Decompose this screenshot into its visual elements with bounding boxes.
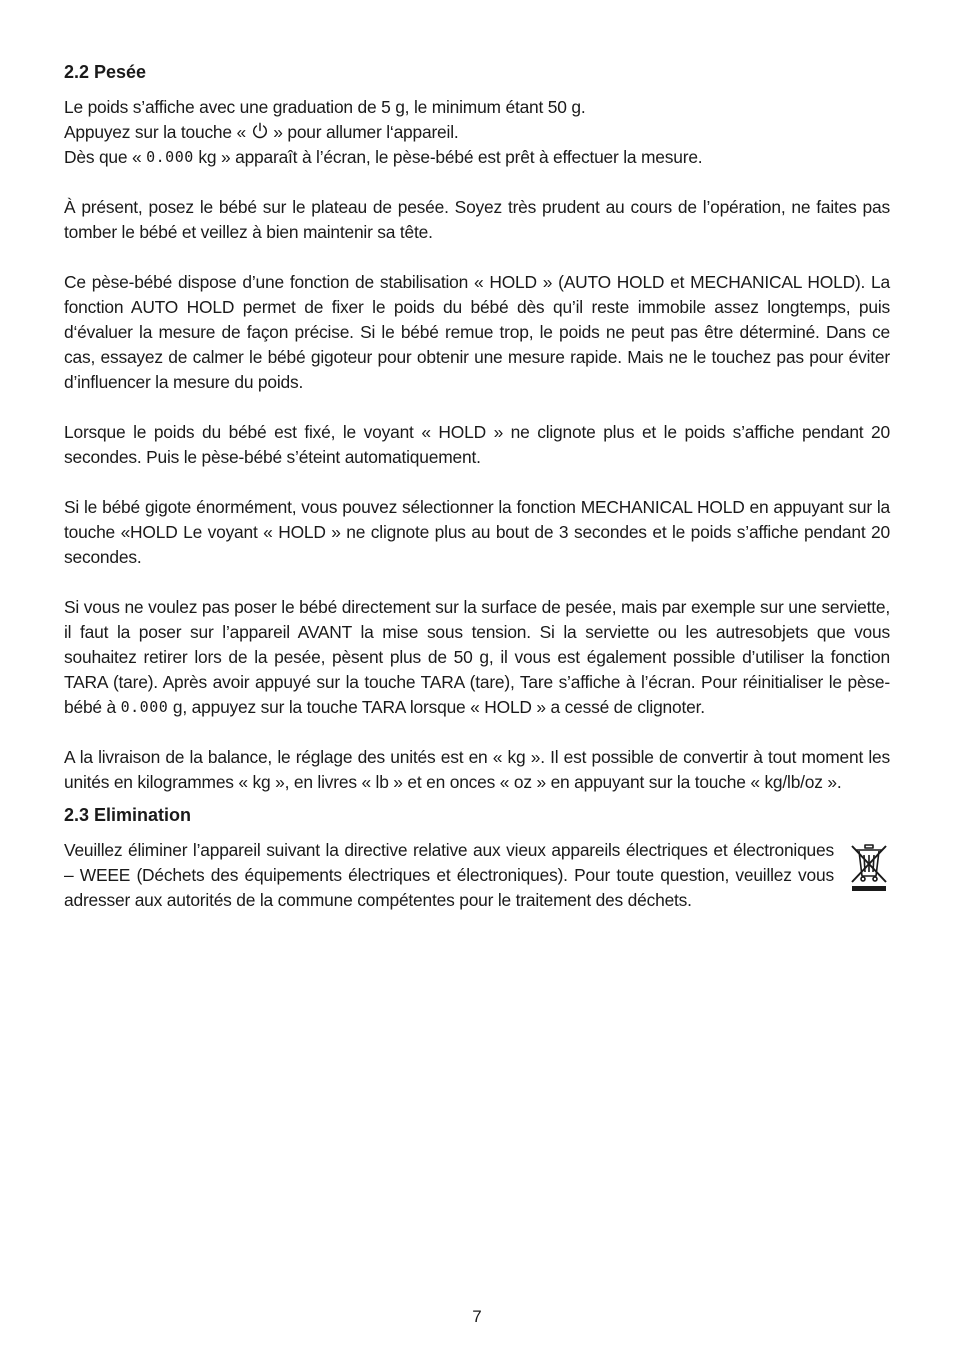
intro-line-3-end: kg » apparaît à l’écran, le pèse-bébé est prêt à effectuer la mesure. (193, 147, 703, 167)
lcd-display-value: 0.000 (120, 698, 169, 716)
power-icon (251, 122, 269, 140)
section-title-disposal: 2.3 Elimination (64, 805, 192, 825)
paragraph-hold-fixed: Lorsque le poids du bébé est fixé, le voyant « HOLD » ne clignote plus et le poids s’affiche pendant 20 secondes. Puis le pèse-bébé s’éteint automatiquement. (64, 422, 890, 467)
paragraph-mechanical-hold: Si le bébé gigote énormément, vous pouvez sélectionner la fonction MECHANICAL HOLD en appuyant sur la touche «HOLD Le voyant « HOLD » ne clignote plus au bout de 3 secondes et le poids s’affiche pendant 20 secondes. (64, 497, 890, 567)
disposal-block (64, 838, 890, 913)
page-number: 7 (472, 1307, 482, 1326)
paragraph-tara (64, 595, 890, 720)
intro-line-2-start: Appuyez sur la touche « (64, 122, 251, 142)
section-title-weighing: 2.2 Pesée (64, 62, 147, 82)
lcd-display-value: 0.000 (146, 148, 194, 166)
tara-text-end: g, appuyez sur la touche TARA lorsque « HOLD » a cessé de clignoter. (168, 697, 705, 717)
intro-line-2-end: » pour allumer l‘appareil. (268, 122, 459, 142)
intro-line-1: Le poids s’affiche avec une graduation de 5 g, le minimum étant 50 g. (64, 97, 586, 117)
paragraph-disposal: Veuillez éliminer l’appareil suivant la directive relative aux vieux appareils électriques et électroniques – WEEE (Déchets des équipements électriques et électroniques). Pour toute question, veuillez vous adresser aux autorités de la commune compétentes pour le traitement des déchets. (64, 840, 834, 910)
document-page (64, 60, 890, 913)
paragraph-intro (64, 95, 890, 170)
paragraph-units: A la livraison de la balance, le réglage des unités est en « kg ». Il est possible de convertir à tout moment les unités en kilogrammes « kg », en livres « lb » et en onces « oz » en appuyant sur la touche « kg/lb/oz ». (64, 747, 890, 792)
weee-crossed-bin-icon (850, 842, 888, 894)
intro-line-3-start: Dès que « (64, 147, 147, 167)
paragraph-hold-function: Ce pèse-bébé dispose d’une fonction de stabilisation « HOLD » (AUTO HOLD et MECHANICAL HOLD). La fonction AUTO HOLD permet de fixer le poids du bébé dès qu’il reste immobile assez longtemps, puis d‘évaluer la mesure de façon précise. Si le bébé remue trop, le poids ne peut pas être déterminé. Dans ce cas, essayez de calmer le bébé gigoteur pour obtenir une mesure rapide. Mais ne le touchez pas pour éviter d’influencer la mesure du poids. (64, 272, 890, 392)
paragraph-placement: À présent, posez le bébé sur le plateau de pesée. Soyez très prudent au cours de l’opération, ne faites pas tomber le bébé et veillez à bien maintenir sa tête. (64, 197, 890, 242)
tara-text-start: Si vous ne voulez pas poser le bébé directement sur la surface de pesée, mais par exemple sur une serviette, il faut la poser sur l’appareil AVANT la mise sous tension. Si la serviette ou les autresobjets que vous souhaitez retirer lors de la pesée, pèsent plus de 50 g, il vous est également possible d’utiliser la fonction TARA (tare). Après avoir appuyé sur la touche TARA (tare), Tare s’affiche à l’écran. Pour réinitialiser le pèse-bébé à (64, 597, 890, 717)
